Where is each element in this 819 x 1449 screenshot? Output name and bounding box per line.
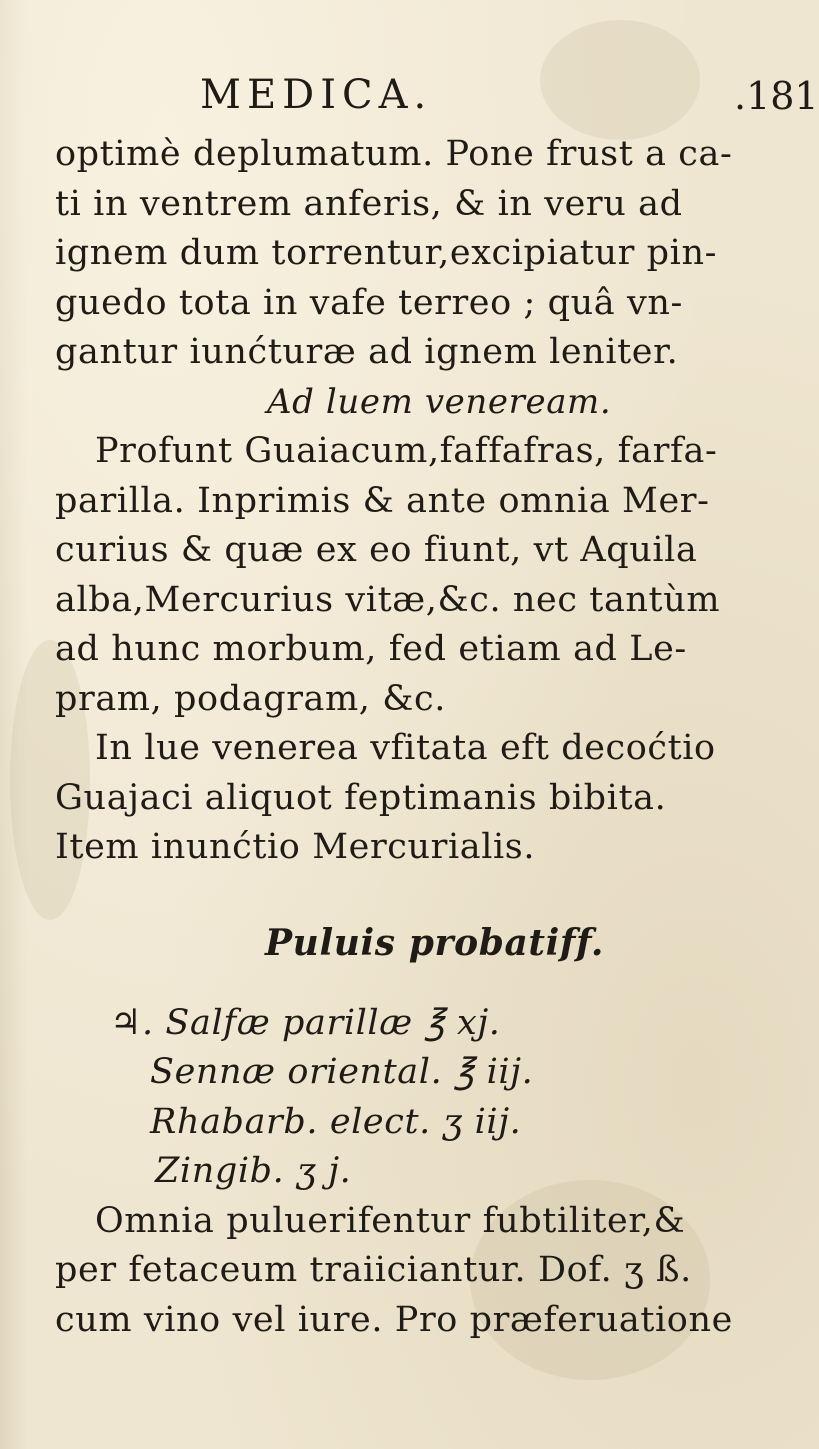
page-number: .181 [734,74,819,118]
recipe-line: Zingib. ʒ j. [155,1151,352,1191]
running-head: MEDICA. [200,72,433,118]
text-line: gantur iunćturæ ad ignem leniter. [55,332,679,372]
text-line: guedo tota in vafe terreo ; quâ vn- [55,282,683,323]
section-heading: Ad luem veneream. [267,381,612,422]
spacer [55,873,780,917]
recipe-line: Rhabarb. elect. ʒ iij. [150,1101,522,1142]
text-line: alba,Mercurius vitæ,&c. nec tantùm [55,579,721,620]
text-line: Profunt Guaiacum,faffafras, farfa- [95,431,718,471]
text-line: ad hunc morbum, fed etiam ad Le- [55,629,687,669]
text-line: per fetaceum traiiciantur. Dof. ʒ ß. [55,1250,692,1290]
spacer [55,969,780,999]
text-line: pram, podagram, &c. [55,678,446,719]
text-line: Omnia puluerifentur fubtiliter,& [95,1200,686,1241]
text-line: ignem dum torrentur,excipiatur pin- [55,233,718,273]
text-line: curius & quæ ex eo fiunt, vt Aquila [55,530,698,570]
text-line: Item inunćtio Mercurialis. [55,827,536,867]
recipe-line: ♃. Salfæ parillæ ℥ xj. [110,1002,501,1043]
recipe-line: Sennæ oriental. ℥ iij. [150,1052,534,1092]
text-line: parilla. Inprimis & ante omnia Mer- [55,480,710,521]
text-body [55,130,780,1345]
text-line: cum vino vel iure. Pro præferuatione [55,1299,733,1340]
text-line: In lue venerea vfitata eft decoćtio [95,728,716,768]
text-line: optimè deplumatum. Pone frust a ca- [55,134,733,174]
recipe-heading: Puluis probatiff. [265,921,604,964]
page-header [200,72,819,122]
text-line: Guajaci aliquot feptimanis bibita. [55,777,667,818]
text-line: ti in ventrem anferis, & in veru ad [55,183,683,224]
